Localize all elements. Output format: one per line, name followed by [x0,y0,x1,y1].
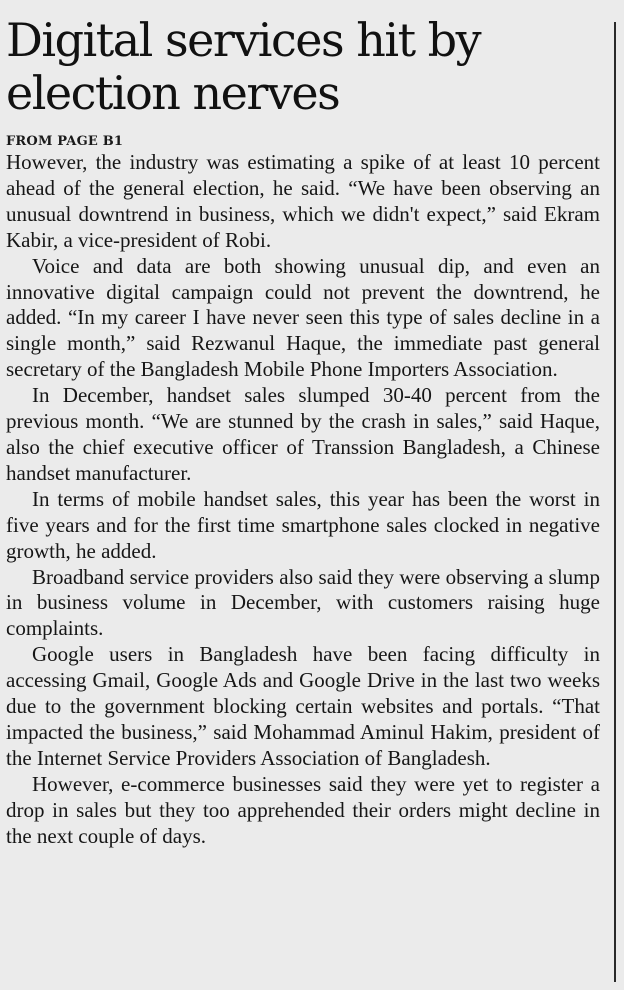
paragraph-2: Voice and data are both showing unusual dip, and even an innovative digital campaign could not prevent the downtrend, he added. “In my career I have never seen this type of sales decline in a single month,” said Rezwanul Haque, the immediate past general secretary of the Bangladesh Mobile Phone Importers Association. [6,253,600,382]
paragraph-4: In terms of mobile handset sales, this year has been the worst in five years and for the first time smartphone sales clocked in negative growth, he added. [6,486,600,563]
paragraph-7: However, e-commerce businesses said they were yet to register a drop in sales but they too apprehended their orders might decline in the next couple of days. [6,771,600,848]
headline: Digital services hit by election nerves [6,13,481,120]
paragraph-1: However, the industry was estimating a spike of at least 10 percent ahead of the general election, he said. “We have been observing an unusual downtrend in business, which we didn't expect,” said Ekram Kabir, a vice-president of Robi. [6,150,600,252]
paragraph-5: Broadband service providers also said they were observing a slump in business volume in December, with customers raising huge complaints. [6,564,600,641]
article [6,14,600,849]
column-divider [614,22,616,982]
page-reference: FROM PAGE B1 [6,134,124,149]
paragraph-3: In December, handset sales slumped 30-40 percent from the previous month. “We are stunned by the crash in sales,” said Haque, also the chief executive officer of Transsion Bangladesh, a Chinese handset manufacturer. [6,383,600,485]
paragraph-6: Google users in Bangladesh have been facing difficulty in accessing Gmail, Google Ads and Google Drive in the last two weeks due to the government blocking certain websites and portals. “That impacted the business,” said Mohammad Aminul Hakim, president of the Internet Service Providers Association of Bangladesh. [6,642,600,770]
